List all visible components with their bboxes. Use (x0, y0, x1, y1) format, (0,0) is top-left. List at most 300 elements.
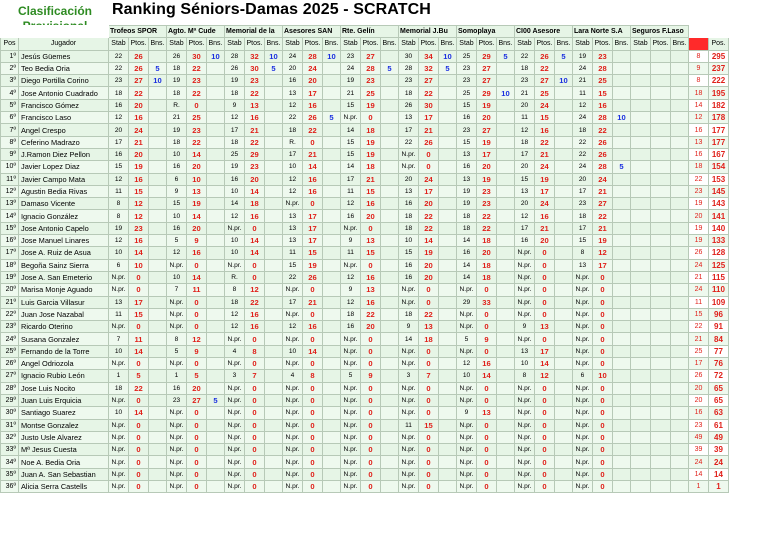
player-name: Javier Lopez Diaz (19, 161, 109, 173)
stab-cell: 19 (225, 75, 245, 87)
stab-cell: N.pr. (399, 444, 419, 456)
bns-cell (555, 407, 573, 419)
stab-cell: 16 (109, 99, 129, 111)
bns-cell (439, 333, 457, 345)
stab-cell: 17 (283, 296, 303, 308)
stab-cell: 4 (283, 370, 303, 382)
bns-cell (439, 222, 457, 234)
bns-cell (149, 321, 167, 333)
stab-cell: 20 (573, 173, 593, 185)
stab-cell (631, 345, 651, 357)
bns-cell (149, 99, 167, 111)
pts-cell (651, 456, 671, 468)
pts-cell: 0 (245, 407, 265, 419)
stab-cell: 21 (167, 112, 187, 124)
bns-cell (207, 480, 225, 492)
stab-cell: 11 (341, 185, 361, 197)
bns-cell (381, 271, 399, 283)
bns-cell (265, 148, 283, 160)
bns-cell (439, 345, 457, 357)
pts-cell: 12 (187, 333, 207, 345)
pts-cell: 19 (303, 259, 323, 271)
pts-cell: 0 (419, 444, 439, 456)
stab-cell: N.pr. (399, 161, 419, 173)
total-header: Pos. (709, 38, 729, 50)
pts-cell: 20 (361, 321, 381, 333)
bns-cell (439, 148, 457, 160)
bns-cell (207, 308, 225, 320)
pts-cell: 24 (129, 124, 149, 136)
bns-cell (439, 480, 457, 492)
bns-cell (149, 480, 167, 492)
pts-header: Ptos. (361, 38, 381, 50)
table-row (1, 431, 729, 443)
tournament-header: CI00 Asesore (515, 26, 573, 38)
pts-cell: 0 (129, 480, 149, 492)
stab-cell: N.pr. (283, 468, 303, 480)
pts-cell: 24 (303, 62, 323, 74)
stab-cell: 12 (109, 235, 129, 247)
pts-cell: 28 (593, 62, 613, 74)
pts-cell (651, 296, 671, 308)
pts-cell: 0 (303, 284, 323, 296)
bns-cell (497, 161, 515, 173)
pts-cell: 27 (419, 75, 439, 87)
pts-cell: 23 (245, 161, 265, 173)
total-cell: 195 (709, 87, 729, 99)
bns-cell (497, 222, 515, 234)
pts-cell: 15 (303, 247, 323, 259)
bns-cell (381, 148, 399, 160)
bns-cell (555, 358, 573, 370)
bns-header: Bns. (497, 38, 515, 50)
bns-cell (555, 112, 573, 124)
bns-cell (207, 222, 225, 234)
player-name: Ceferino Madrazo (19, 136, 109, 148)
pts-cell: 9 (477, 333, 497, 345)
bns-cell (671, 419, 689, 431)
pts-cell: 27 (129, 75, 149, 87)
stab-cell: 16 (399, 259, 419, 271)
blank-cell (1, 26, 19, 38)
stab-cell: N.pr. (515, 456, 535, 468)
bns-cell (439, 321, 457, 333)
pts-cell: 14 (187, 210, 207, 222)
bns-cell (671, 124, 689, 136)
bns-cell (381, 259, 399, 271)
table-row (1, 419, 729, 431)
pts-cell: 15 (535, 112, 555, 124)
stab-cell: 18 (399, 87, 419, 99)
stab-cell: 18 (225, 87, 245, 99)
bns-cell (381, 284, 399, 296)
stab-cell: N.pr. (399, 456, 419, 468)
stab-cell: N.pr. (225, 394, 245, 406)
bns-cell (265, 136, 283, 148)
total-cell: 76 (709, 358, 729, 370)
position-cell: 25º (1, 345, 19, 357)
pts-cell: 0 (361, 431, 381, 443)
bns-cell (149, 296, 167, 308)
diff-cell: 14 (689, 468, 709, 480)
bns-cell (497, 185, 515, 197)
player-name: Javier Campo Mata (19, 173, 109, 185)
bns-cell (671, 136, 689, 148)
stab-cell: 6 (167, 173, 187, 185)
pts-cell: 13 (535, 321, 555, 333)
stab-cell: 9 (515, 321, 535, 333)
stab-cell: 16 (167, 382, 187, 394)
bns-header: Bns. (555, 38, 573, 50)
stab-cell: 18 (573, 210, 593, 222)
pts-cell: 14 (245, 247, 265, 259)
pts-cell (651, 308, 671, 320)
bns-cell (381, 99, 399, 111)
pts-cell (651, 87, 671, 99)
pts-cell: 33 (477, 296, 497, 308)
pts-cell: 15 (129, 308, 149, 320)
stab-cell: 14 (457, 271, 477, 283)
stab-cell: 30 (399, 50, 419, 62)
pts-cell: 22 (245, 296, 265, 308)
pts-cell: 29 (477, 50, 497, 62)
pts-cell: 0 (535, 308, 555, 320)
bns-cell (149, 235, 167, 247)
table-row (1, 358, 729, 370)
stab-cell: 10 (109, 407, 129, 419)
player-name: Juan A. San Sebastian (19, 468, 109, 480)
stab-cell: 13 (515, 185, 535, 197)
bns-cell (323, 431, 341, 443)
stab-cell: N.pr. (515, 394, 535, 406)
stab-cell: 23 (573, 198, 593, 210)
bns-cell (671, 222, 689, 234)
pts-cell: 0 (477, 394, 497, 406)
pts-cell: 0 (129, 271, 149, 283)
table-row (1, 185, 729, 197)
stab-cell: 21 (515, 87, 535, 99)
stab-cell: N.pr. (515, 407, 535, 419)
bns-cell (323, 321, 341, 333)
diff-cell: 13 (689, 136, 709, 148)
pts-cell: 13 (245, 99, 265, 111)
stab-cell: 15 (167, 198, 187, 210)
total-cell: 140 (709, 222, 729, 234)
pts-cell: 0 (187, 296, 207, 308)
bns-cell (323, 259, 341, 271)
pts-cell: 0 (303, 480, 323, 492)
pts-cell: 28 (593, 161, 613, 173)
stab-cell: N.pr. (573, 345, 593, 357)
pts-cell: 12 (593, 247, 613, 259)
bns-cell: 5 (149, 62, 167, 74)
total-cell: 237 (709, 62, 729, 74)
bns-cell (613, 468, 631, 480)
diff-cell: 25 (689, 345, 709, 357)
bns-cell (149, 345, 167, 357)
stab-cell: N.pr. (225, 407, 245, 419)
stab-cell: N.pr. (573, 444, 593, 456)
pts-cell (651, 321, 671, 333)
position-cell: 28º (1, 382, 19, 394)
stab-cell: 18 (167, 62, 187, 74)
bns-cell (555, 333, 573, 345)
bns-cell (323, 87, 341, 99)
bns-cell (497, 99, 515, 111)
pts-cell: 0 (187, 419, 207, 431)
stab-cell: N.pr. (341, 456, 361, 468)
stab-cell: 10 (399, 235, 419, 247)
stab-cell: 17 (573, 222, 593, 234)
pts-cell: 0 (361, 419, 381, 431)
highlight-header (689, 38, 709, 50)
pts-cell: 20 (129, 99, 149, 111)
pts-cell: 16 (361, 271, 381, 283)
bns-cell (149, 456, 167, 468)
stab-cell: N.pr. (457, 419, 477, 431)
stab-cell: 17 (573, 185, 593, 197)
bns-cell (671, 99, 689, 111)
pts-cell: 0 (245, 271, 265, 283)
bns-cell (265, 210, 283, 222)
pts-cell: 28 (361, 62, 381, 74)
pts-cell: 26 (419, 136, 439, 148)
bns-cell (149, 358, 167, 370)
stab-cell (631, 468, 651, 480)
stab-cell: 20 (515, 99, 535, 111)
bns-cell (265, 284, 283, 296)
bns-cell (265, 345, 283, 357)
bns-header: Bns. (381, 38, 399, 50)
stab-cell: 8 (573, 247, 593, 259)
stab-cell: 10 (225, 185, 245, 197)
pts-cell: 0 (129, 456, 149, 468)
bns-cell (381, 444, 399, 456)
diff-cell: 20 (689, 394, 709, 406)
stab-cell: N.pr. (225, 382, 245, 394)
player-name: Justo Usle Alvarez (19, 431, 109, 443)
pts-cell: 0 (477, 321, 497, 333)
stab-cell: R. (225, 271, 245, 283)
stab-cell: 20 (515, 161, 535, 173)
stab-cell: N.pr. (109, 444, 129, 456)
pts-cell: 0 (129, 284, 149, 296)
bns-header: Bns. (323, 38, 341, 50)
total-cell: 77 (709, 345, 729, 357)
total-cell: 125 (709, 259, 729, 271)
tournament-header: Memorial de la (225, 26, 283, 38)
stab-cell: 16 (457, 112, 477, 124)
bns-cell (497, 198, 515, 210)
table-row (1, 173, 729, 185)
bns-cell (497, 407, 515, 419)
pts-cell (651, 222, 671, 234)
stab-cell: N.pr. (457, 468, 477, 480)
table-row (1, 247, 729, 259)
pts-cell: 23 (477, 185, 497, 197)
bns-cell (323, 284, 341, 296)
pts-cell: 17 (419, 185, 439, 197)
bns-cell (613, 75, 631, 87)
pts-cell: 0 (245, 468, 265, 480)
stab-cell: N.pr. (573, 394, 593, 406)
bns-cell (265, 222, 283, 234)
pts-cell: 20 (477, 247, 497, 259)
bns-cell (671, 185, 689, 197)
player-name: Alicia Serra Castells (19, 480, 109, 492)
player-name: Jose A. Ruiz de Asua (19, 247, 109, 259)
stab-cell (631, 358, 651, 370)
diff-cell: 19 (689, 222, 709, 234)
stab-cell: 29 (457, 296, 477, 308)
pts-cell: 0 (477, 456, 497, 468)
stab-cell: N.pr. (399, 394, 419, 406)
bns-cell (381, 235, 399, 247)
stab-cell: 14 (341, 161, 361, 173)
bns-cell (381, 345, 399, 357)
pts-cell: 0 (129, 444, 149, 456)
pts-cell: 0 (419, 456, 439, 468)
stab-cell: 21 (573, 75, 593, 87)
bns-cell (265, 431, 283, 443)
pts-cell: 17 (303, 222, 323, 234)
pts-cell: 22 (419, 222, 439, 234)
stab-cell: N.pr. (283, 419, 303, 431)
bns-cell (497, 468, 515, 480)
pts-cell: 27 (187, 394, 207, 406)
pts-cell: 26 (593, 136, 613, 148)
bns-cell (265, 99, 283, 111)
bns-cell (497, 296, 515, 308)
stab-cell: N.pr. (283, 308, 303, 320)
bns-cell (323, 271, 341, 283)
pts-cell: 0 (419, 161, 439, 173)
bns-cell (323, 456, 341, 468)
stab-cell: N.pr. (225, 222, 245, 234)
pts-cell: 0 (593, 382, 613, 394)
pts-cell: 0 (361, 468, 381, 480)
bns-cell (439, 112, 457, 124)
diff-cell: 1 (689, 480, 709, 492)
pts-cell: 0 (593, 444, 613, 456)
pts-cell: 12 (535, 370, 555, 382)
pts-cell: 0 (593, 394, 613, 406)
pts-cell: 0 (361, 480, 381, 492)
pts-cell: 19 (361, 148, 381, 160)
bns-cell (439, 99, 457, 111)
bns-cell (381, 382, 399, 394)
stab-cell (631, 284, 651, 296)
total-cell: 24 (709, 456, 729, 468)
bns-cell (613, 345, 631, 357)
pts-cell: 22 (593, 124, 613, 136)
bns-cell (207, 198, 225, 210)
pts-cell: 20 (419, 271, 439, 283)
bns-cell (207, 431, 225, 443)
stab-cell: N.pr. (225, 431, 245, 443)
bns-cell (323, 62, 341, 74)
table-row (1, 198, 729, 210)
bns-cell (207, 161, 225, 173)
pts-cell: 0 (245, 259, 265, 271)
stab-cell: 24 (573, 161, 593, 173)
pts-cell: 13 (187, 185, 207, 197)
stab-cell: 8 (109, 210, 129, 222)
pts-cell: 20 (187, 222, 207, 234)
bns-cell (207, 456, 225, 468)
position-cell: 12º (1, 185, 19, 197)
stab-cell: N.pr. (341, 480, 361, 492)
stab-cell: 24 (573, 62, 593, 74)
diff-cell: 26 (689, 370, 709, 382)
bns-cell (497, 370, 515, 382)
pts-cell: 0 (477, 284, 497, 296)
table-row (1, 99, 729, 111)
bns-cell (207, 124, 225, 136)
pts-cell: 14 (129, 345, 149, 357)
stab-cell: 25 (457, 50, 477, 62)
pts-cell: 0 (187, 468, 207, 480)
position-cell: 11º (1, 173, 19, 185)
stab-cell: 28 (225, 50, 245, 62)
pts-cell: 0 (535, 394, 555, 406)
pts-cell: 0 (361, 382, 381, 394)
total-cell: 167 (709, 148, 729, 160)
bns-cell (439, 456, 457, 468)
bns-cell (613, 210, 631, 222)
stab-cell: 7 (167, 284, 187, 296)
pts-cell: 0 (361, 444, 381, 456)
diff-cell: 49 (689, 431, 709, 443)
stab-cell: N.pr. (225, 456, 245, 468)
table-row (1, 161, 729, 173)
pts-header: Ptos. (303, 38, 323, 50)
player-header: Jugador (19, 38, 109, 50)
pts-cell: 0 (303, 136, 323, 148)
bns-cell (207, 419, 225, 431)
stab-cell: 12 (225, 112, 245, 124)
pts-header: Ptos. (419, 38, 439, 50)
stab-cell: N.pr. (225, 480, 245, 492)
stab-cell: N.pr. (167, 419, 187, 431)
bns-cell (613, 321, 631, 333)
total-cell: 145 (709, 185, 729, 197)
pts-cell: 14 (245, 185, 265, 197)
stab-cell: N.pr. (457, 308, 477, 320)
pts-cell: 25 (535, 87, 555, 99)
bns-cell (323, 75, 341, 87)
bns-cell (207, 444, 225, 456)
bns-cell (555, 456, 573, 468)
pts-cell: 0 (303, 333, 323, 345)
stab-cell: N.pr. (283, 198, 303, 210)
bns-cell (671, 456, 689, 468)
bns-cell (671, 75, 689, 87)
total-cell: 110 (709, 284, 729, 296)
pts-cell: 26 (535, 50, 555, 62)
pts-cell: 0 (535, 259, 555, 271)
bns-cell (149, 87, 167, 99)
player-name: Fernando de la Torre (19, 345, 109, 357)
bns-cell (671, 407, 689, 419)
bns-cell (555, 161, 573, 173)
total-cell: 61 (709, 419, 729, 431)
pts-cell: 28 (303, 50, 323, 62)
stab-cell: N.pr. (515, 296, 535, 308)
pts-cell (651, 394, 671, 406)
stab-cell: 23 (341, 50, 361, 62)
page-title: Ranking Séniors-Damas 2025 - SCRATCH (112, 1, 431, 18)
